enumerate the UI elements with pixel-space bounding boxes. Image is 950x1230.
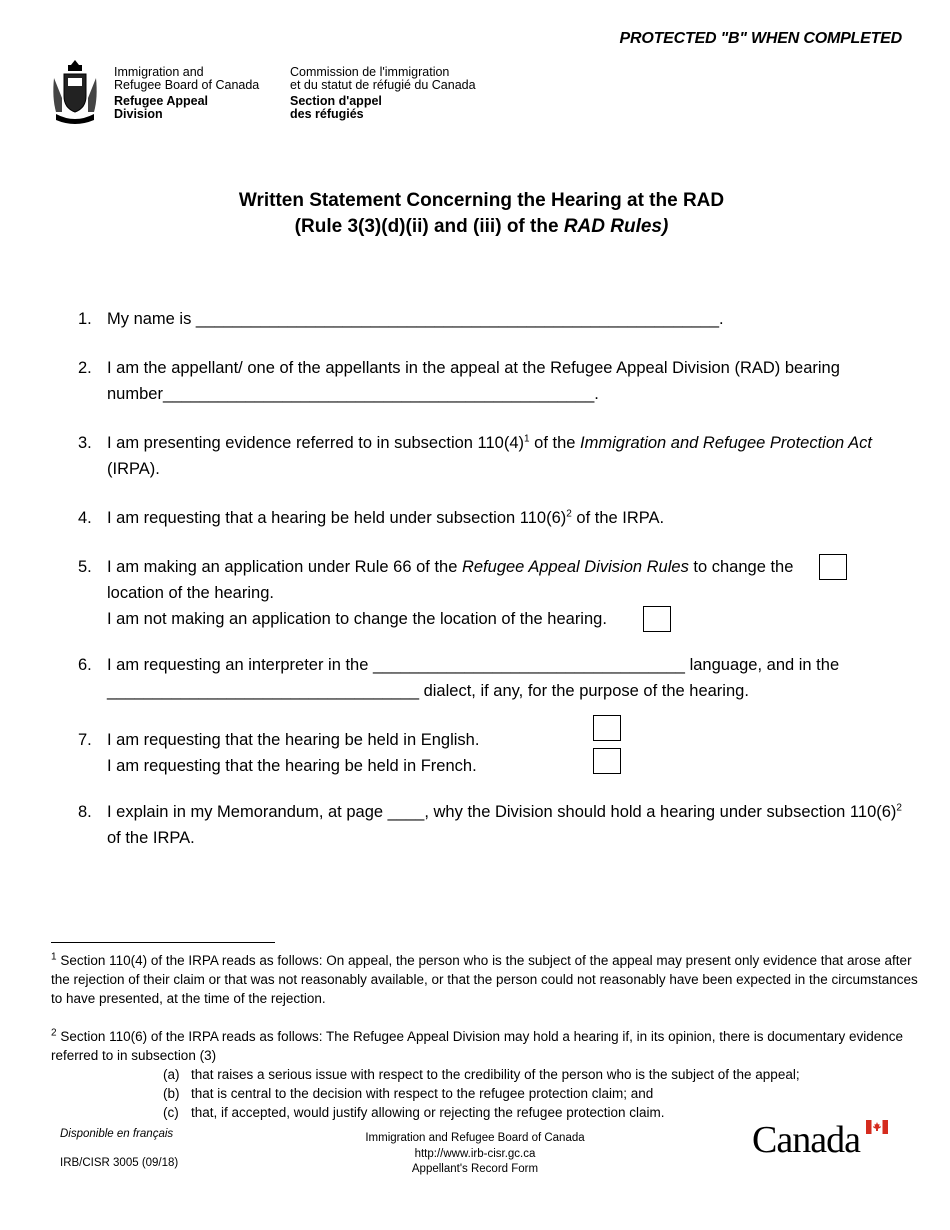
- appeal-number-field[interactable]: I am the appellant/ one of the appellants in the appeal at the Refugee Appeal Division (RAD) bearing number_______________________________________________.: [107, 359, 840, 403]
- disponible-text: Disponible en français: [60, 1128, 174, 1140]
- footer-center: Immigration and Refugee Board of Canada http://www.irb-cisr.gc.ca Appellant's Record Form: [340, 1131, 610, 1178]
- org-name-english: Immigration and Refugee Board of Canada Refugee Appeal Division: [114, 65, 260, 121]
- name-field[interactable]: My name is _________________________________________________________.: [107, 310, 724, 328]
- english-checkbox[interactable]: [593, 715, 621, 741]
- interpreter-dialect-field[interactable]: __________________________________ dialect, if any, for the purpose of the hearing.: [107, 682, 749, 700]
- statement-items: [78, 306, 918, 851]
- footnote-2-c-label: (c): [163, 1105, 179, 1120]
- french-checkbox[interactable]: [593, 748, 621, 774]
- form-title: Written Statement Concerning the Hearing at the RAD (Rule 3(3)(d)(ii) and (iii) of the RAD Rules): [238, 190, 725, 237]
- item-name: 1. My name is _________________________________________________________.: [78, 310, 724, 328]
- footnote-2-a-label: (a): [163, 1067, 180, 1082]
- coat-of-arms-icon: [50, 56, 100, 126]
- form-code: IRB/CISR 3005 (09/18): [60, 1157, 179, 1169]
- item-language: 7. I am requesting that the hearing be held in English. I am requesting that the hearing be held in French.: [78, 727, 918, 779]
- item-hearing-request: 4. I am requesting that a hearing be held under subsection $110(6)^2$ of the IRPA.: [78, 508, 665, 527]
- footnote-2-a-text: that raises a serious issue with respect to the credibility of the person who is the subject of the appeal;: [191, 1067, 800, 1082]
- change-location-checkbox[interactable]: [819, 554, 847, 580]
- irb-url-link[interactable]: http://www.irb-cisr.gc.ca: [414, 1147, 536, 1160]
- item-appeal-number: 2. I am the appellant/ one of the appellants in the appeal at the Refugee Appeal Division (RAD) bearing number_______________________________________________.: [78, 359, 840, 403]
- canada-flag-icon: [866, 1120, 888, 1134]
- org-name-french: Commission de l'immigration et du statut de réfugié du Canada Section d'appel des réfugiés: [290, 65, 476, 121]
- interpreter-language-field[interactable]: I am requesting an interpreter in the __________________________________ language, and in the: [107, 656, 840, 674]
- footnote-1: $^1$ Section 110(4) of the IRPA reads as follows: On appeal, the person who is the subject of the appeal may present only evidence that arose after the rejection of their claim or that was not reasonably available, or that the person could not reasonably have been expected in the circumstances to have presented, at the time of the rejection.: [51, 951, 918, 1006]
- protected-label: PROTECTED "B" WHEN COMPLETED: [619, 30, 902, 47]
- item-location: 5. I am making an application under Rule 66 of the Refugee Appeal Division Rules to change the location of the hearing. I am not making an application to change the location of the hearing.: [78, 554, 807, 632]
- canada-wordmark: Canada: [752, 1119, 860, 1161]
- no-change-location-checkbox[interactable]: [643, 606, 671, 632]
- footnote-2: $^2$ Section 110(6) of the IRPA reads as follows: The Refugee Appeal Division may hold a hearing if, in its opinion, there is documentary evidence referred to in subsection (3): [51, 1027, 904, 1063]
- footnote-2-c-text: that, if accepted, would justify allowing or rejecting the refugee protection claim.: [191, 1105, 665, 1120]
- footnote-2-b-label: (b): [163, 1086, 180, 1101]
- item-evidence: 3. I am presenting evidence referred to in subsection $110(4)^1$ of the Immigration and Refugee Protection Act (IRPA).: [78, 433, 872, 478]
- item-memorandum: 8. I explain in my Memorandum, at page ____, why the Division should hold a hearing under subsection $110(6)^2$ of the IRPA.: [78, 802, 902, 847]
- footnote-2-b-text: that is central to the decision with respect to the refugee protection claim; and: [191, 1086, 654, 1101]
- item-interpreter: 6. I am requesting an interpreter in the __________________________________ language, and in the __________________________________ dialect, if any, for the purpose of the hearing.: [78, 652, 918, 704]
- footnote-divider: [51, 942, 275, 943]
